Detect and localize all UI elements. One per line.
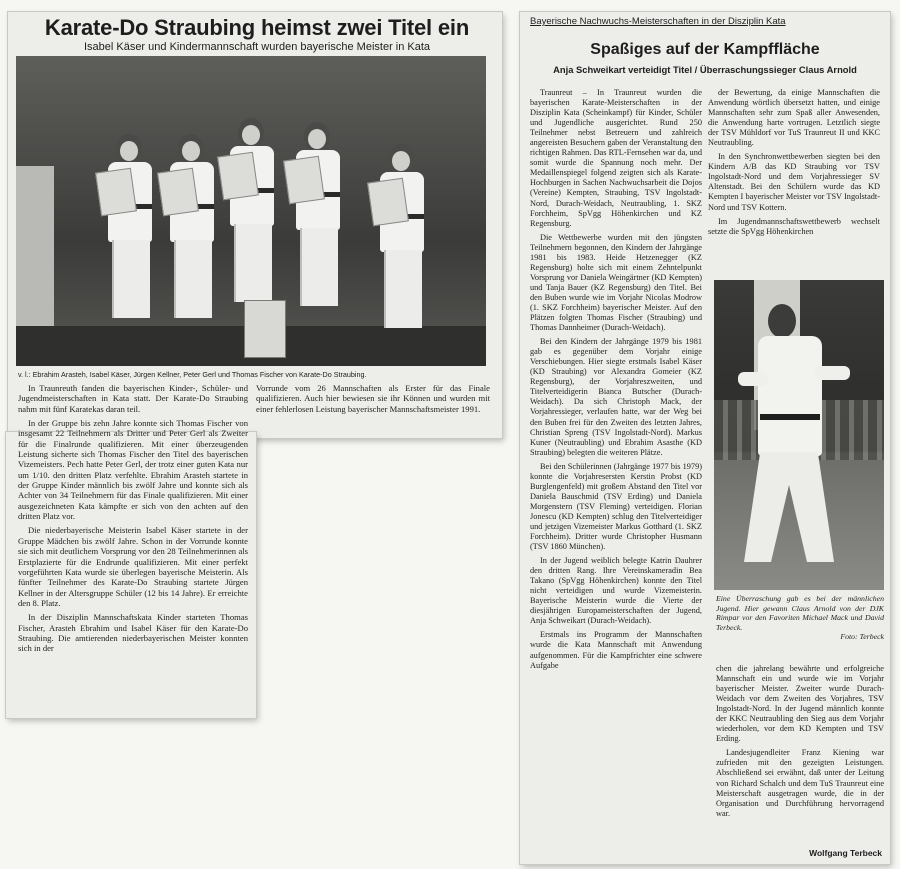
right-subheadline: Anja Schweikart verteidigt Titel / Überraschungssieger Claus Arnold [553, 64, 857, 75]
right-col-1-para-2: Die Wettbewerbe wurden mit den jüngsten Teilnehmern begonnen, den Kindern der Jahrgänge 1981 bis 1983. Heide Hetzenegger (KZ Regensburg) holte sich mit einem Zehntelpunkt Vorsprung vor Daniela Weingärtner (KD Kempten) und Tanja Bauer (KZ Regensburg) den Titel. Bei den Buben wurde wie im Vorjahr Nicolas Modrow (1. SKZ Forchheim) bayerischer Meister. Auf den Plätzen folgten Thomas Fischer (Straubing) und Thomas Dannheimer (Durach-Weidach). [530, 232, 702, 333]
left-photo-caption: v. l.: Ebrahim Arasteh, Isabel Käser, Jürgen Kellner, Peter Gerl und Thomas Fischer von Karate-Do Straubing. [18, 370, 367, 379]
right-col-1-para-1: Traunreut – In Traunreut wurden die bayerischen Karate-Meisterschaften in der Disziplin Kata (Scheinkampf) für Kinder, Schüler und Jugendliche ausgerichtet. Rund 250 Teilnehmer nebst Betreuern und zahlreich angereisten Besuchern gaben der Veranstaltung den richtigen Rahmen. Das RTL-Fernsehen war da, und somit wurde die Spannung noch mehr. Der Medaillenspiegel folgend zeigten sich als Karate-Hochburgen in Sachen Nachwuchsarbeit die Dojos (Vereine) Kempten, Straubing, TSV Ingolstadt-Nord, Durach-Weidach, Neutraubling, 1. SKZ Forchheim, SpVgg Höhenkirchen und KZ Regensburg. [530, 88, 702, 228]
left-col-a-para-2: In der Gruppe bis zehn Jahre konnte sich Thomas Fischer von insgesamt 22 Teilnehmern als Dritter und Peter Gerl als Zweiter für die Finalrunde qualifizieren. Mit einer überzeugenden Leistung sicherte sich Thomas Fischer den Titel des bayerischen Vizemeisters. Pech hatte Peter Gerl, der trotz einer guten Kata nur um 1/10. den dritten Platz verfehlte. Ebrahim Arasteh startete in der Gruppe Kinder männlich bis zwölf Jahre und konnte sich als Achter von 34 Teilnehmern für das Finale qualifizieren. Mit einer ausgezeichneten Kata kämpfte er sich von den achten auf den dritten Platz vor. [18, 418, 248, 522]
photo-athlete-belt [760, 414, 820, 420]
right-photo-credit: Foto: Terbeck [840, 632, 884, 642]
left-subheadline: Isabel Käser und Kindermannschaft wurden bayerische Meister in Kata [83, 41, 431, 53]
right-col-2-para-3: Im Jugendmannschaftswettbewerb wechselt setzte die SpVgg Höhenkirchen [708, 216, 880, 236]
photo-figure-2 [166, 134, 218, 344]
photo-athlete-body [758, 336, 822, 456]
left-col-a-para-4: In der Disziplin Mannschaftskata Kinder starteten Thomas Fischer, Arasteh Ebrahim und Isabel Käser für den Karate-Do Straubing. Die amtierenden niederbayerischen Meister konnten sich in der [18, 612, 248, 654]
left-col-a-para-1: In Traunreuth fanden die bayerischen Kinder-, Schüler- und Jugendmeisterschaften in Kata statt. Der Karate-Do Straubing nahm mit fünf Karatekas daran teil. [18, 383, 248, 414]
right-col-3-para-2: Landesjugendleiter Franz Kiening war zufrieden mit den gezeigten Leistungen. Abschließend sei erwähnt, daß unter der Leitung von Richard Schalch und dem TuS Traunreut eine Meisterschaft ausgetragen wurde, die in der Organisation und Durchführung hervorragend war. [716, 748, 884, 818]
photo-figure-5 [376, 144, 428, 344]
group-photo [16, 56, 486, 366]
photo-wall-panel [16, 166, 54, 336]
photo-athlete-arm-left [738, 372, 768, 386]
left-article-column-a [18, 383, 248, 710]
right-photo-caption [716, 594, 884, 642]
photo-figure-1 [104, 134, 156, 344]
right-col-3-para-1: chen die jahrelang bewährte und erfolgreiche Mannschaft ein und wurde wie im Vorjahr bayerischer Meister. Zweiter wurde Durach-Weidach vor dem Zweiten des Vorjahres, TSV Ingolstadt-Nord. In der Jugend männlich konnte der KKC Neutraubling den Sieg aus dem Vorjahr wiederholen, vor dem KD Kempten und TSV Erding. [716, 664, 884, 744]
left-col-b-para-1: Vorrunde vom 26 Mannschaften als Erster für das Finale qualifizieren. Auch hier bewiesen sie ihr Können und wurden mit einer fehlerlosen Leistung bayerischer Mannschaftsmeister 1991. [256, 383, 490, 414]
photo-athlete-arm [814, 366, 850, 380]
karate-kata-photo [714, 280, 884, 590]
right-headline: Spaßiges auf der Kampffläche [590, 41, 820, 58]
right-col-1-para-4: Bei den Schülerinnen (Jahrgänge 1977 bis 1979) konnte die Vorjahresersten Kerstin Probst (KD Burglengenfeld) mit großem Abstand den Titel vor Daniela Bauschmid (TSV Erding) und Daniela Morgenstern (TSV Fleming) verteidigen. Florian Jonescu (KD Kempten) schlug den Titelverteidiger und jetzigen Vizemeister Markus Gotthard (1. SKZ Forchheim). Dritter wurde Christopher Husmann (TSV 1860 München). [530, 461, 702, 552]
right-article-column-3 [716, 664, 884, 844]
right-col-1-para-5: In der Jugend weiblich belegte Katrin Dauhrer den dritten Rang. Ihre Vereinskameradin Bea Takano (SpVgg Höhenkirchen) konnte den Titel nicht verteidigen und wurde Vizemeisterin. Bayerische Meisterin wurde die Vierte der diesjährigen Europameisterschaften der Jugend, Anja Schweikart (Durach-Weidach). [530, 556, 702, 626]
right-photo-caption-text: Eine Überraschung gab es bei der männlichen Jugend. Hier gewann Claus Arnold von der DJK Rimpar vor den Favoriten Michael Mack und David Terbeck. [716, 594, 884, 632]
right-kicker: Bayerische Nachwuchs-Meisterschaften in der Disziplin Kata [530, 16, 786, 27]
right-article-column-2 [708, 88, 880, 274]
right-article-column-1 [530, 88, 702, 858]
right-author: Wolfgang Terbeck [809, 848, 882, 858]
photo-athlete-legs [744, 452, 834, 562]
right-col-1-para-3: Bei den Kindern der Jahrgänge 1979 bis 1981 gab es gegenüber dem Vorjahr einige Verschiebungen. Hier siegte erstmals Isabel Käser (KD Straubing) vor Alexandra Gomeier (KZ Regensburg), der Vorjahreszweiten, und Titelverteidigerin Bianca Butscher (Durach-Weidach). Da sich Christoph Mack, der Vorjahressieger, verlaufen hatte, war der Weg bei den Buben frei für den Zweiten des letzten Jahres, Christian Spreng (TSV Ingolstadt-Nord). Markus Kuner (Neutraubling) und Ebrahim Asasthe (KD Straubing) belegten die weiteren Plätze. [530, 337, 702, 457]
left-article-column-b [256, 383, 490, 433]
photo-trophy [244, 300, 286, 358]
photo-athlete-head [768, 304, 796, 338]
right-col-1-para-6: Erstmals ins Programm der Mannschaften wurde die Kata Mannschaft mit Anwendung aufgenommen. Für die Kampfrichter eine schwere Aufgabe [530, 630, 702, 670]
left-headline: Karate-Do Straubing heimst zwei Titel ein [44, 15, 470, 40]
photo-figure-4 [292, 122, 344, 344]
right-col-2-para-1: der Bewertung, da einige Mannschaften die Anwendung wörtlich übersetzt hatten, und einige Mannschaften sehr zum Spaß aller Anwesenden, die Anwendung harte vortrugen. Letztlich siegte der TSV Mühldorf vor TuS Traunreut II und KKC Neutraubling. [708, 88, 880, 148]
right-col-2-para-2: In den Synchronwettbewerben siegten bei den Kindern A/B das KD Straubing vor TSV Ingolstadt-Nord und dem Vorjahressieger SV Altenstadt. Bei den Schülern wurde das KD Kempten I bayerischer Meister vor TSV Ingolstadt-Nord und TSV Kottern. [708, 152, 880, 212]
left-col-a-para-3: Die niederbayerische Meisterin Isabel Käser startete in der Gruppe Mädchen bis zwölf Jahre. Schon in der Vorrunde konnte sie sich mit deutlichem Vorsprung vor den 28 Teilnehmerinnen als Erstplazierte für die Endrunde qualifizieren. Mit einer perfekt vorgeführten Kata wurde sie überlegen bayerische Meisterin. Als fünfter Teilnehmer des Karate-Do Straubing startete Jürgen Kellner in der Altersgruppe Schüler (12 bis 14 Jahre). Er erreichte den 8. Platz. [18, 525, 248, 608]
